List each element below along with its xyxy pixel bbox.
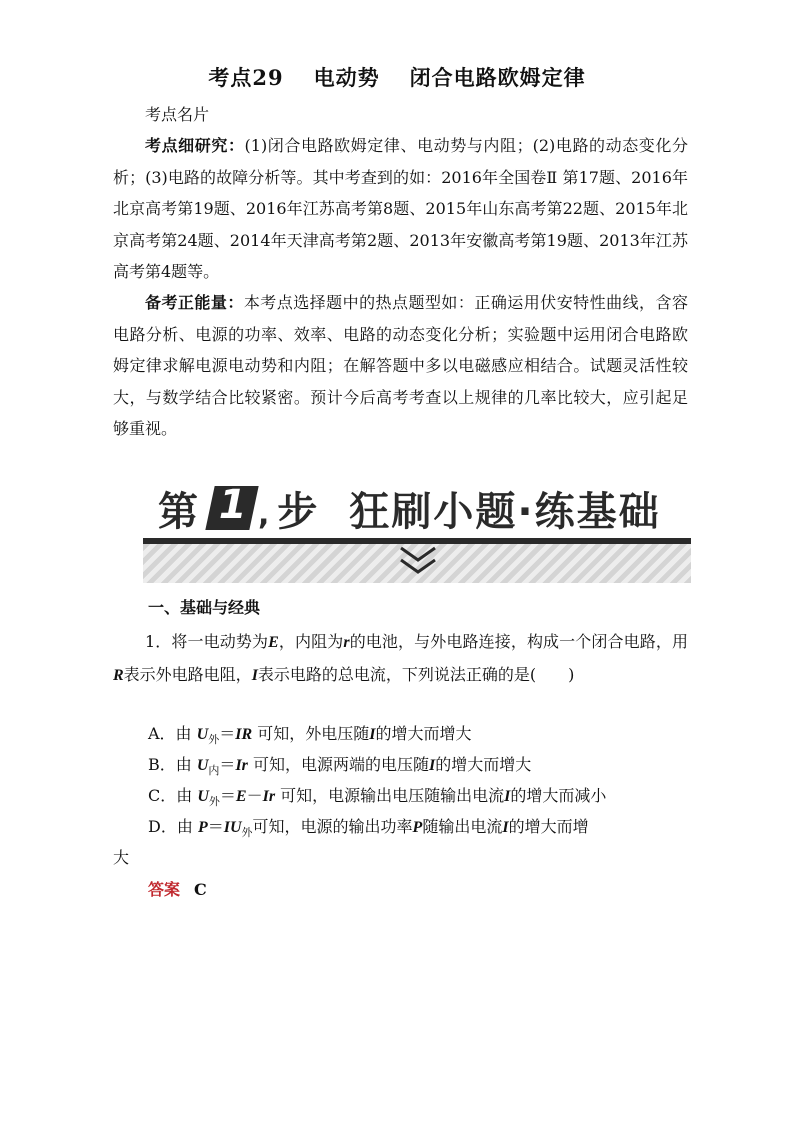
option-a: A．由 $U_外=IR$ 可知，外电压随I的增大而增大 bbox=[148, 724, 472, 747]
banner-text: 狂刷小题·练基础 bbox=[349, 488, 661, 535]
intro-prep-paragraph bbox=[113, 287, 688, 445]
answer-label: 答案 bbox=[148, 880, 181, 899]
question-1: 1．将一电动势为E，内阻为r的电池，与外电路连接，构成一个闭合电路，用R表示外电路电阻，I表示电路的总电流，下列说法正确的是( ) bbox=[113, 632, 688, 684]
double-chevron-down-icon bbox=[398, 542, 438, 580]
answer bbox=[148, 877, 207, 900]
var-R: R bbox=[113, 666, 124, 684]
banner-comma: , bbox=[258, 497, 270, 532]
option-d-continued: 大 bbox=[113, 848, 130, 867]
section-heading: 一、基础与经典 bbox=[148, 598, 261, 617]
prep-text: 本考点选择题中的热点题型如：正确运用伏安特性曲线，含容电路分析、电源的功率、效率、电路的动态变化分析；实验题中运用闭合电路欧姆定律求解电源电动势和内阻；在解答题中多以电磁感应相结合。试题灵活性较大，与数学结合比较紧密。预计今后高考考查以上规律的几率比较大，应引起足够重视。 bbox=[113, 293, 688, 438]
prep-label: 备考正能量： bbox=[145, 293, 244, 312]
page-title bbox=[0, 62, 794, 92]
option-b: B．由 $U_内=Ir$ 可知，电源两端的电压随I的增大而增大 bbox=[148, 755, 532, 778]
detail-text: (1)闭合电路欧姆定律、电动势与内阻；(2)电路的动态变化分析；(3)电路的故障分析等。其中考查到的如：2016年全国卷Ⅱ 第17题、2016年北京高考第19题、2016年江苏高考第8题、2015年山东高考第22题、2015年北京高考第24题、2014年天津高考第2题、2013年安徽高考第19题、2013年江苏高考第4题等。 bbox=[113, 136, 688, 281]
title-topic-2: 闭合电路欧姆定律 bbox=[409, 65, 586, 90]
title-topic-number: 考点29 bbox=[208, 65, 284, 90]
var-E: E bbox=[268, 634, 279, 651]
banner-prefix: 第 bbox=[158, 488, 200, 535]
option-c: C．由 $U_外=E-Ir$ 可知，电源输出电压随输出电流I的增大而减小 bbox=[148, 786, 607, 809]
detail-label: 考点细研究： bbox=[145, 136, 245, 155]
title-topic-1: 电动势 bbox=[313, 65, 380, 90]
intro-heading: 考点名片 bbox=[145, 105, 210, 124]
answer-value: C bbox=[194, 880, 207, 899]
banner-title bbox=[158, 478, 661, 538]
banner-step-number: 1 bbox=[205, 486, 258, 530]
var-I: I bbox=[251, 666, 258, 684]
banner-suffix: 步 bbox=[277, 488, 320, 535]
option-d: D．由 $P=IU_外$可知，电源的输出功率P随输出电流I的增大而增 bbox=[148, 817, 589, 840]
intro-detail-paragraph bbox=[113, 130, 688, 288]
var-r: r bbox=[343, 634, 350, 651]
